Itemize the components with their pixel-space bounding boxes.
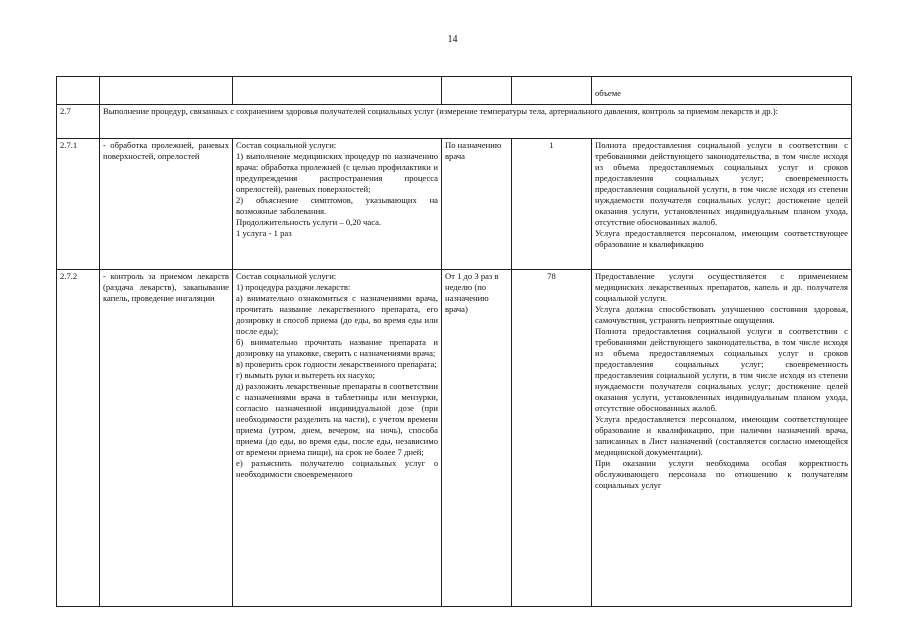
row-number: 2.7.1	[57, 139, 100, 270]
quality-paragraph: При оказании услуги необходима особая корректность обслуживающего персонала по отношению к получателям социальных услуг	[595, 458, 848, 490]
content-line: Состав социальной услуги:	[236, 271, 337, 281]
service-name: - контроль за приемом лекарств (раздача лекарств), закапывание капель, проведение ингаляции	[100, 270, 233, 607]
service-content	[233, 139, 442, 270]
quality-paragraph: Предоставление услуги осуществляется с применением медицинских лекарственных препаратов, капель и др. получателя социальной услуги.	[595, 271, 848, 303]
service-volume: 1	[512, 139, 592, 270]
table-row	[57, 139, 852, 270]
page-number: 14	[447, 34, 458, 45]
content-line: в) проверить срок годности лекарственного препарата;	[236, 359, 437, 369]
service-periodicity: От 1 до 3 раз в неделю (по назначению врача)	[442, 270, 512, 607]
content-line: 1 услуга - 1 раз	[236, 228, 292, 238]
cell-volume	[512, 77, 592, 105]
section-number: 2.7	[57, 105, 100, 139]
content-line: г) вымыть руки и вытереть их насухо;	[236, 370, 375, 380]
quality-paragraph: Полнота предоставления социальной услуги в соответствии с требованиями действующего законодательства, в том числе исходя из объема предоставляемых социальных услуг и сроков предоставления социальных услуг; своевременность предоставления социальной услуги, в том числе исходя из степени нуждаемости получателя социальных услуг; достижение целей оказания услуги, установленных индивидуальным планом ухода, отсутствие обоснованных жалоб.	[595, 140, 848, 227]
row-number: 2.7.2	[57, 270, 100, 607]
cell-content	[233, 77, 442, 105]
content-line: 2) объяснение симптомов, указывающих на возможные заболевания.	[236, 195, 438, 216]
content-line: Продолжительность услуги – 0,20 часа.	[236, 217, 382, 227]
content-line: д) разложить лекарственные препараты в соответствии с назначениями врача в таблетницы или мензурки, согласно назначенной индивидуальной дозе (при необходимости разделить на части), с учетом времени приема (утром, днем, вечером, на ночь), способа приема (до еды, во время еды, после еды, независимо от времени приема пищи), на срок не более 7 дней;	[236, 381, 438, 457]
content-line: 1) процедура раздачи лекарств:	[236, 282, 351, 292]
service-volume: 78	[512, 270, 592, 607]
content-line: б) внимательно прочитать название препарата и дозировку на упаковке, сверить с назначениями врача;	[236, 337, 438, 358]
cell-name	[100, 77, 233, 105]
table-row-continued	[57, 77, 852, 105]
cell-periodicity	[442, 77, 512, 105]
quality-paragraph: Услуга должна способствовать улучшению состояния здоровья, самочувствия, устранять неприятные ощущения.	[595, 304, 848, 325]
content-line: 1) выполнение медицинских процедур по назначению врача: обработка пролежней (с целью профилактики и предупреждения распространения процесса опрелостей), раневых поверхностей;	[236, 151, 438, 194]
section-row	[57, 105, 852, 139]
table-row	[57, 270, 852, 607]
services-table	[56, 76, 852, 607]
content-line: Состав социальной услуги:	[236, 140, 337, 150]
service-name: - обработка пролежней, раневых поверхностей, опрелостей	[100, 139, 233, 270]
service-content	[233, 270, 442, 607]
service-periodicity: По назначению врача	[442, 139, 512, 270]
cell-num	[57, 77, 100, 105]
service-quality	[592, 139, 852, 270]
content-line: а) внимательно ознакомиться с назначениями врача, прочитать название лекарственного препарата, его дозировку и способ приема (до еды, во время еды или после еды);	[236, 293, 438, 336]
quality-paragraph: Полнота предоставления социальной услуги в соответствии с требованиями действующего законодательства, в том числе исходя из объема предоставляемых социальных услуг и сроков предоставления социальных услуг; своевременность предоставления социальной услуги, в том числе исходя из степени нуждаемости получателя социальных услуг; достижение целей оказания услуги, установленных индивидуальным планом ухода, отсутствие обоснованных жалоб.	[595, 326, 848, 413]
service-quality	[592, 270, 852, 607]
cell-quality: объеме	[592, 77, 852, 105]
quality-paragraph: Услуга предоставляется персоналом, имеющим соответствующее образование и квалификацию, при наличии назначений врача, записанных в Лист назначений (составляется согласно имеющейся медицинской документации).	[595, 414, 848, 457]
content-line: е) разъяснить получателю социальных услуг о необходимости своевременного	[236, 458, 438, 479]
section-title: Выполнение процедур, связанных с сохранением здоровья получателей социальных услуг (измерение температуры тела, артериального давления, контроль за приемом лекарств и др.):	[100, 105, 852, 139]
quality-paragraph: Услуга предоставляется персоналом, имеющим соответствующее образование и квалификацию	[595, 228, 848, 249]
